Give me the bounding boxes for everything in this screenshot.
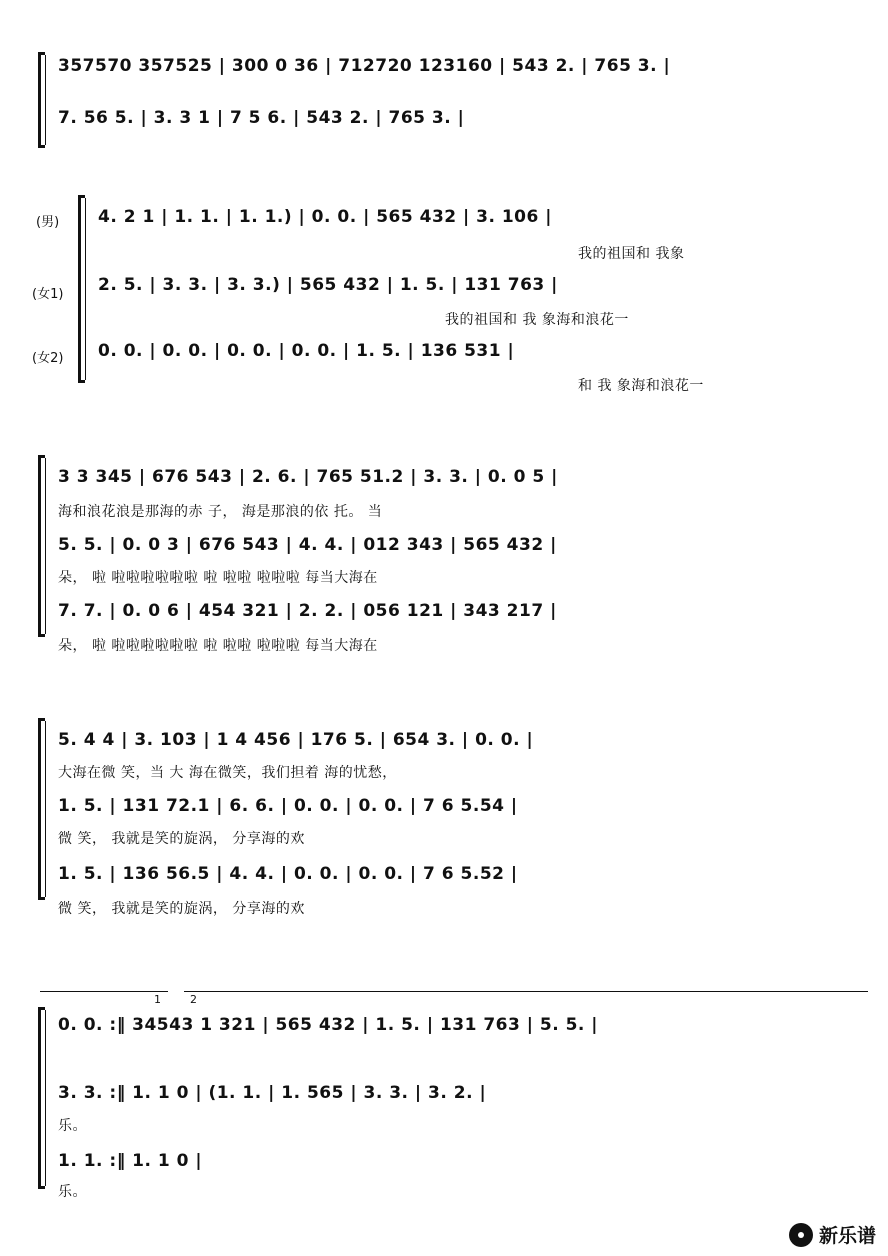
system-1	[0, 50, 888, 150]
staff-brace	[78, 195, 85, 383]
staff-brace	[38, 455, 45, 637]
notation: 7. 56 5. | 3. 3 1 | 7 5 6. | 543 2. | 765 3. |	[58, 108, 465, 128]
notation: 0. 0. | 0. 0. | 0. 0. | 0. 0. | 1. 5. | 136 531 |	[98, 341, 515, 361]
staff-line	[98, 275, 858, 305]
lyrics: 大海在微 笑，当 大 海在微笑，我们担着 海的忧愁，	[58, 765, 397, 781]
staff-line	[98, 341, 858, 371]
notation: 5. 4 4 | 3. 103 | 1 4 456 | 176 5. | 654 3. | 0. 0. |	[58, 730, 534, 750]
notation: 2. 5. | 3. 3. | 3. 3.) | 565 432 | 1. 5. | 131 763 |	[98, 275, 558, 295]
lyrics: 乐。	[58, 1118, 87, 1134]
staff-line	[58, 56, 858, 86]
staff-line	[58, 796, 858, 826]
volta-1-number: 1	[154, 993, 161, 1006]
system-2	[0, 195, 888, 405]
notation: 3. 3. :‖ 1. 1 0 | (1. 1. | 1. 565 | 3. 3. | 3. 2. |	[58, 1083, 487, 1103]
lyrics: 微 笑， 我就是笑的旋涡， 分享海的欢	[58, 831, 305, 847]
staff-line	[98, 207, 858, 237]
notation: 0. 0. :‖ 34543 1 321 | 565 432 | 1. 5. | 131 763 | 5. 5. |	[58, 1015, 598, 1035]
voice-label-female2: (女2)	[32, 351, 64, 366]
staff-line	[58, 864, 858, 894]
notation: 4. 2 1 | 1. 1. | 1. 1.) | 0. 0. | 565 432 | 3. 106 |	[98, 207, 552, 227]
staff-brace	[38, 1007, 45, 1189]
voice-label-male: (男)	[36, 215, 60, 230]
lyrics: 朵， 啦 啦啦啦啦啦啦 啦 啦啦 啦啦啦 每当大海在	[58, 570, 378, 586]
site-logo	[789, 1221, 876, 1248]
notation: 357570 357525 | 300 0 36 | 712720 123160 | 543 2. | 765 3. |	[58, 56, 671, 76]
staff-line	[58, 108, 858, 138]
record-disc-icon	[789, 1223, 813, 1247]
notation: 3 3 345 | 676 543 | 2. 6. | 765 51.2 | 3. 3. | 0. 0 5 |	[58, 467, 558, 487]
lyrics: 我的祖国和 我象	[578, 246, 685, 262]
volta-2-number: 2	[190, 993, 197, 1006]
staff-brace	[38, 718, 45, 900]
staff-line	[58, 467, 858, 497]
lyrics: 海和浪花浪是那海的赤 子， 海是那浪的依 托。 当	[58, 504, 383, 520]
voice-label-female1: (女1)	[32, 287, 64, 302]
lyrics: 微 笑， 我就是笑的旋涡， 分享海的欢	[58, 901, 305, 917]
volta-bracket	[40, 991, 168, 992]
lyrics: 朵， 啦 啦啦啦啦啦啦 啦 啦啦 啦啦啦 每当大海在	[58, 638, 378, 654]
staff-line	[58, 730, 858, 760]
logo-text: 新乐谱	[818, 1225, 876, 1247]
system-4	[0, 718, 888, 928]
notation: 1. 5. | 136 56.5 | 4. 4. | 0. 0. | 0. 0. | 7 6 5.52 |	[58, 864, 518, 884]
system-5	[0, 985, 888, 1200]
lyrics: 和 我 象海和浪花一	[578, 378, 704, 394]
notation: 1. 1. :‖ 1. 1 0 |	[58, 1151, 203, 1171]
staff-line	[58, 1083, 858, 1113]
staff-line	[58, 1151, 858, 1181]
notation: 5. 5. | 0. 0 3 | 676 543 | 4. 4. | 012 343 | 565 432 |	[58, 535, 557, 555]
staff-line	[58, 535, 858, 565]
staff-brace	[38, 52, 45, 148]
staff-line	[58, 601, 858, 631]
notation: 1. 5. | 131 72.1 | 6. 6. | 0. 0. | 0. 0. | 7 6 5.54 |	[58, 796, 518, 816]
volta-bracket	[184, 991, 868, 992]
notation: 7. 7. | 0. 0 6 | 454 321 | 2. 2. | 056 121 | 343 217 |	[58, 601, 557, 621]
system-3	[0, 455, 888, 665]
lyrics: 乐。	[58, 1184, 87, 1200]
staff-line	[58, 1015, 858, 1045]
lyrics: 我的祖国和 我 象海和浪花一	[445, 312, 629, 328]
